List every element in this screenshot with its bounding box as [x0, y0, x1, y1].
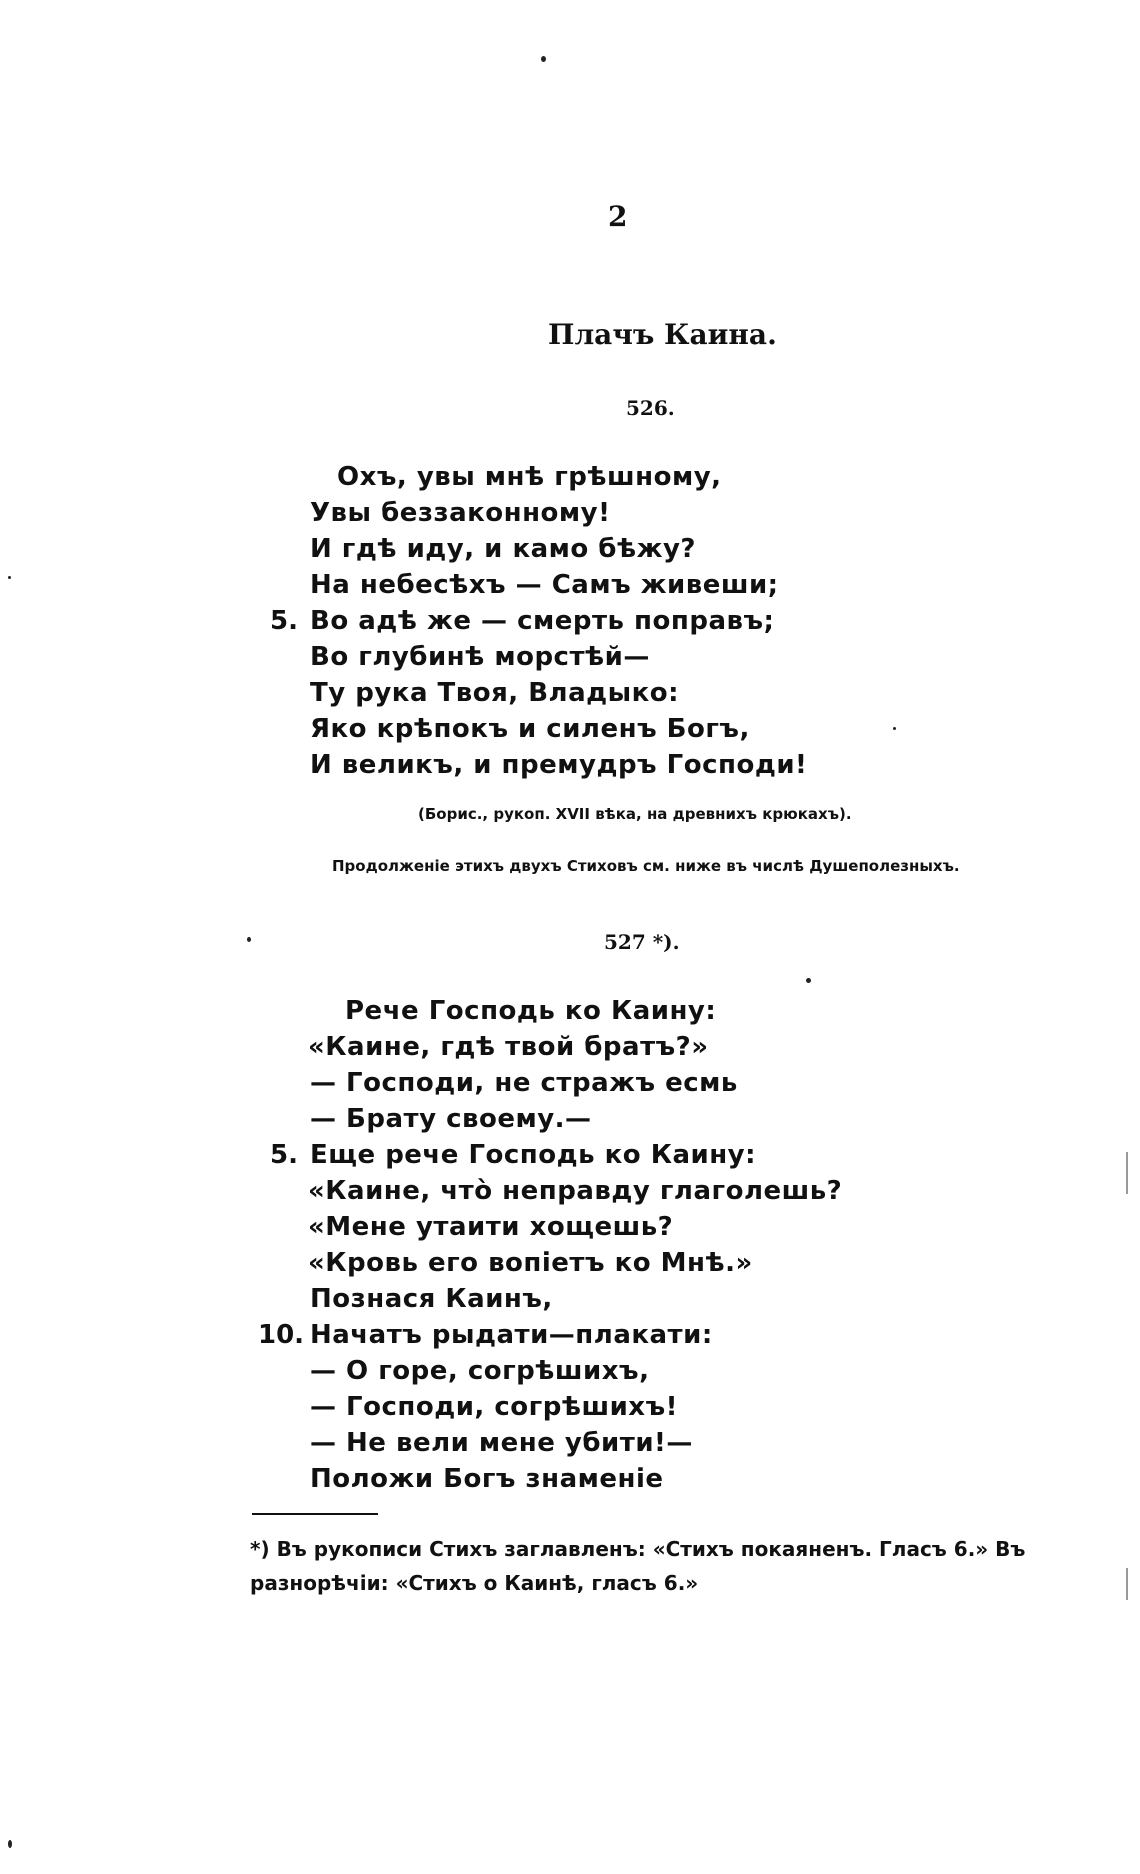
poem-line: Увы беззаконному! — [310, 498, 611, 528]
poem-line: На небесѣхъ — Самъ живеши; — [310, 570, 779, 600]
scan-speck — [541, 56, 546, 62]
line-number: 5. — [270, 1140, 298, 1170]
poem-line: Яко крѣпокъ и силенъ Богъ, — [310, 714, 750, 744]
scan-edge-mark — [1126, 1152, 1128, 1194]
poem-number-526: 526. — [626, 396, 675, 420]
poem-line: — Господи, согрѣшихъ! — [310, 1392, 678, 1422]
poem-line: Начатъ рыдати—плакати: — [310, 1320, 713, 1350]
scan-speck — [247, 937, 251, 942]
scan-edge-mark — [1126, 1568, 1128, 1600]
poem-line: Во адѣ же — смерть поправъ; — [310, 606, 775, 636]
poem-line: Охъ, увы мнѣ грѣшному, — [337, 462, 722, 492]
poem-line: Ту рука Твоя, Владыко: — [310, 678, 680, 708]
line-number: 10. — [258, 1320, 305, 1350]
continuation-note: Продолженіе этихъ двухъ Стиховъ см. ниже въ числѣ Душеполезныхъ. — [332, 857, 960, 875]
poem-line: И гдѣ иду, и камо бѣжу? — [310, 534, 696, 564]
section-title: Плачъ Каина. — [548, 318, 777, 351]
poem-line: «Кровь его вопіетъ ко Мнѣ.» — [308, 1248, 753, 1278]
scan-speck — [8, 576, 11, 579]
poem-line: Рече Господь ко Каину: — [345, 996, 717, 1026]
poem-line: — О горе, согрѣшихъ, — [310, 1356, 650, 1386]
scan-speck — [8, 1840, 12, 1848]
scan-speck — [806, 978, 811, 983]
poem-number-527: 527 *). — [604, 930, 680, 954]
poem-line: Во глубинѣ морстѣй— — [310, 642, 650, 672]
page-number: 2 — [608, 200, 628, 233]
poem-line: «Каине, что̀ неправду глаголешь? — [308, 1176, 843, 1206]
poem-line: — Не вели мене убити!— — [310, 1428, 693, 1458]
footnote: *) Въ рукописи Стихъ заглавленъ: «Стихъ покаяненъ. Гласъ 6.» Въ разнорѣчіи: «Стихъ о Каинѣ, гласъ 6.» — [250, 1537, 1026, 1595]
scan-speck — [893, 727, 896, 730]
footnote-rule — [252, 1513, 378, 1515]
poem-line: Еще рече Господь ко Каину: — [310, 1140, 757, 1170]
poem-line: — Брату своему.— — [310, 1104, 592, 1134]
poem-line: Познася Каинъ, — [310, 1284, 553, 1314]
poem-line: Положи Богъ знаменіе — [310, 1464, 664, 1494]
source-note: (Борис., рукоп. XVII вѣка, на древнихъ крюкахъ). — [418, 805, 852, 823]
line-number: 5. — [270, 606, 298, 636]
poem-line: «Каине, гдѣ твой братъ?» — [308, 1032, 709, 1062]
poem-line: «Мене утаити хощешь? — [308, 1212, 674, 1242]
poem-line: И великъ, и премудръ Господи! — [310, 750, 808, 780]
poem-line: — Господи, не стражъ есмь — [310, 1068, 738, 1098]
